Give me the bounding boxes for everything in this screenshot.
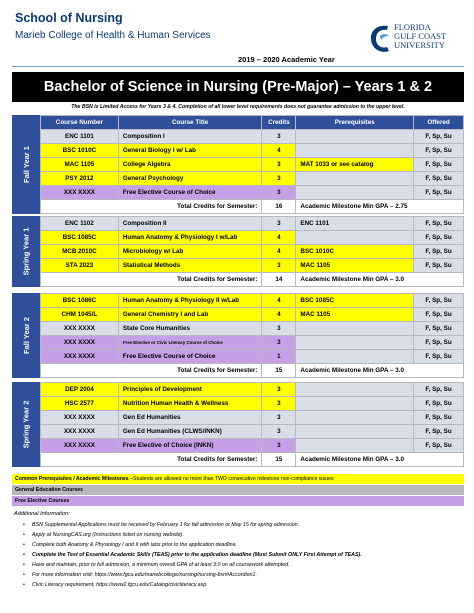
column-header: Course Number bbox=[41, 116, 118, 129]
table-row bbox=[41, 308, 463, 321]
column-header: Credits bbox=[262, 116, 295, 129]
course-credits: 4 bbox=[262, 231, 295, 244]
total-credits: 16 bbox=[262, 200, 295, 213]
course-credits: 4 bbox=[262, 245, 295, 258]
course-credits: 4 bbox=[262, 294, 295, 307]
table-row bbox=[41, 397, 463, 410]
semester-total-row bbox=[41, 200, 463, 213]
course-title: Free Elective Course of Choice bbox=[119, 350, 262, 363]
course-offered: F, Sp, Su bbox=[414, 336, 463, 349]
course-prerequisites bbox=[296, 322, 413, 335]
semester-total-row bbox=[41, 453, 463, 466]
course-offered: F, Sp, Su bbox=[414, 217, 463, 230]
course-prerequisites bbox=[296, 186, 413, 199]
table-row bbox=[41, 383, 463, 396]
course-credits: 4 bbox=[262, 308, 295, 321]
course-title: Nutrition Human Health & Wellness bbox=[119, 397, 262, 410]
semester-total-row bbox=[41, 273, 463, 286]
course-number: HSC 2577 bbox=[41, 397, 118, 410]
course-offered: F, Sp, Su bbox=[414, 397, 463, 410]
table-row bbox=[41, 425, 463, 438]
course-number: DEP 2004 bbox=[41, 383, 118, 396]
course-credits: 1 bbox=[262, 350, 295, 363]
course-offered: F, Sp, Su bbox=[414, 245, 463, 258]
course-title: Free Elective or Civic Literacy Course of Choice bbox=[119, 336, 262, 349]
course-prerequisites bbox=[296, 383, 413, 396]
info-item: • BSN Supplemental Applications must be received by February 1 for fall admission or May 15 for spring admission. bbox=[14, 520, 464, 530]
course-prerequisites: BSC 1010C bbox=[296, 245, 413, 258]
course-offered: F, Sp, Su bbox=[414, 186, 463, 199]
course-title: Human Anatomy & Physiology II w/Lab bbox=[119, 294, 262, 307]
course-title: Composition I bbox=[119, 130, 262, 143]
course-offered: F, Sp, Su bbox=[414, 322, 463, 335]
info-item: • Have and maintain, prior to full admission, a minimum overall GPA of at least 3.0 on all coursework attempted. bbox=[14, 560, 464, 570]
course-title: General Chemistry I and Lab bbox=[119, 308, 262, 321]
total-label: Total Credits for Semester: bbox=[41, 453, 261, 466]
page-header bbox=[10, 6, 466, 68]
page-title: Bachelor of Science in Nursing (Pre-Major) – Years 1 & 2 bbox=[12, 72, 464, 102]
semester-label: Fall Year 1 bbox=[12, 115, 40, 214]
logo-wordmark: FLORIDA GULF COAST UNIVERSITY bbox=[394, 22, 447, 50]
course-title: General Biology I w/ Lab bbox=[119, 144, 262, 157]
total-credits: 15 bbox=[262, 453, 295, 466]
course-prerequisites bbox=[296, 336, 413, 349]
table-row bbox=[41, 144, 463, 157]
info-item: • Complete both Anatomy & Physiology I and II with labs prior to the application deadline. bbox=[14, 540, 464, 550]
school-name: School of Nursing bbox=[15, 11, 123, 25]
course-prerequisites bbox=[296, 130, 413, 143]
total-credits: 14 bbox=[262, 273, 295, 286]
info-item: • For more information visit: https://www.fgcu.edu/mariebcollege/nursing/nursing-bsn#Accordion1. bbox=[14, 570, 464, 580]
table-row bbox=[41, 158, 463, 171]
academic-year: 2019 – 2020 Academic Year bbox=[238, 55, 335, 64]
legend-free-elective: Free Elective Courses bbox=[12, 496, 464, 506]
course-prerequisites: ENC 1101 bbox=[296, 217, 413, 230]
info-item: • Apply at NursingCAS.org (Instructions listed on nursing website). bbox=[14, 530, 464, 540]
course-prerequisites bbox=[296, 411, 413, 424]
course-title: Gen Ed Humanities bbox=[119, 411, 262, 424]
info-title: Additional Information: bbox=[14, 511, 70, 517]
course-credits: 3 bbox=[262, 411, 295, 424]
column-header: Prerequisites bbox=[296, 116, 413, 129]
course-offered: F, Sp, Su bbox=[414, 231, 463, 244]
course-prerequisites bbox=[296, 172, 413, 185]
course-number: XXX XXXX bbox=[41, 411, 118, 424]
column-header: Course Title bbox=[119, 116, 262, 129]
info-list bbox=[14, 520, 464, 590]
course-credits: 3 bbox=[262, 425, 295, 438]
course-offered: F, Sp, Su bbox=[414, 350, 463, 363]
table-row bbox=[41, 217, 463, 230]
course-number: BSC 1085C bbox=[41, 231, 118, 244]
limited-access-note: The BSN is Limited Access for Years 3 & 4. Completion of all lower level requirements does not guarantee admission to the upper level. bbox=[71, 104, 405, 110]
course-title: Free Elective Course of Choice bbox=[119, 186, 262, 199]
course-title: Composition II bbox=[119, 217, 262, 230]
table-row bbox=[41, 411, 463, 424]
course-credits: 3 bbox=[262, 130, 295, 143]
table-row bbox=[41, 172, 463, 185]
course-number: BSC 1010C bbox=[41, 144, 118, 157]
course-title: Free Elective of Choice (INKN) bbox=[119, 439, 262, 452]
course-prerequisites: MAT 1033 or see catalog bbox=[296, 158, 413, 171]
table-header-row bbox=[41, 116, 463, 129]
course-table bbox=[40, 216, 464, 287]
academic-milestone: Academic Milestone Min GPA – 3.0 bbox=[296, 273, 463, 286]
course-prerequisites bbox=[296, 439, 413, 452]
course-credits: 3 bbox=[262, 217, 295, 230]
course-credits: 3 bbox=[262, 322, 295, 335]
course-table bbox=[40, 382, 464, 467]
course-offered: F, Sp, Su bbox=[414, 425, 463, 438]
legend-prerequisites: Common Prerequisites / Academic Milestones – Students are allowed no more than TWO consecutive milestone non-compliance issues bbox=[12, 474, 464, 484]
table-row bbox=[41, 336, 463, 349]
course-title: General Psychology bbox=[119, 172, 262, 185]
course-offered: F, Sp, Su bbox=[414, 439, 463, 452]
semester-block bbox=[12, 115, 464, 214]
course-table bbox=[40, 115, 464, 214]
course-offered: F, Sp, Su bbox=[414, 130, 463, 143]
course-number: XXX XXXX bbox=[41, 336, 118, 349]
course-credits: 3 bbox=[262, 172, 295, 185]
college-name: Marieb College of Health & Human Services bbox=[15, 30, 211, 41]
course-number: XXX XXXX bbox=[41, 350, 118, 363]
course-number: PSY 2012 bbox=[41, 172, 118, 185]
course-prerequisites bbox=[296, 144, 413, 157]
course-title: Principles of Development bbox=[119, 383, 262, 396]
course-title: Microbiology w/ Lab bbox=[119, 245, 262, 258]
semester-total-row bbox=[41, 364, 463, 377]
university-logo bbox=[368, 22, 468, 60]
academic-milestone: Academic Milestone Min GPA – 3.0 bbox=[296, 453, 463, 466]
course-offered: F, Sp, Su bbox=[414, 294, 463, 307]
course-number: XXX XXXX bbox=[41, 186, 118, 199]
semester-label: Spring Year 2 bbox=[12, 382, 40, 467]
course-offered: F, Sp, Su bbox=[414, 383, 463, 396]
table-row bbox=[41, 245, 463, 258]
course-number: XXX XXXX bbox=[41, 322, 118, 335]
table-row bbox=[41, 130, 463, 143]
course-credits: 3 bbox=[262, 336, 295, 349]
course-title: State Core Humanities bbox=[119, 322, 262, 335]
column-header: Offered bbox=[414, 116, 463, 129]
table-row bbox=[41, 322, 463, 335]
info-item: • Civic Literacy requirement, https://www2.fgcu.edu/Catalog/civicliteracy.asp. bbox=[14, 580, 464, 590]
table-row bbox=[41, 350, 463, 363]
additional-information bbox=[14, 511, 464, 590]
semester-label: Spring Year 1 bbox=[12, 216, 40, 287]
total-label: Total Credits for Semester: bbox=[41, 364, 261, 377]
course-prerequisites: BSC 1085C bbox=[296, 294, 413, 307]
info-item: • Complete the Test of Essential Academic Skills (TEAS) prior to the application deadline (Must Submit ONLY First Attempt of TEAS). bbox=[14, 550, 464, 560]
total-credits: 15 bbox=[262, 364, 295, 377]
course-credits: 3 bbox=[262, 259, 295, 272]
course-credits: 3 bbox=[262, 439, 295, 452]
semester-block bbox=[12, 382, 464, 467]
academic-milestone: Academic Milestone Min GPA – 3.0 bbox=[296, 364, 463, 377]
course-offered: F, Sp, Su bbox=[414, 411, 463, 424]
course-number: XXX XXXX bbox=[41, 439, 118, 452]
course-number: CHM 1045/L bbox=[41, 308, 118, 321]
course-number: ENC 1101 bbox=[41, 130, 118, 143]
course-table bbox=[40, 293, 464, 378]
course-prerequisites bbox=[296, 425, 413, 438]
course-title: Gen Ed Humanities (CLWS/INKN) bbox=[119, 425, 262, 438]
course-credits: 3 bbox=[262, 186, 295, 199]
course-offered: F, Sp, Su bbox=[414, 308, 463, 321]
legend-gen-ed: General Education Courses bbox=[12, 485, 464, 495]
course-prerequisites bbox=[296, 397, 413, 410]
semester-label: Fall Year 2 bbox=[12, 293, 40, 378]
fgcu-emblem-icon bbox=[368, 22, 392, 56]
total-label: Total Credits for Semester: bbox=[41, 200, 261, 213]
table-row bbox=[41, 294, 463, 307]
course-offered: F, Sp, Su bbox=[414, 172, 463, 185]
course-offered: F, Sp, Su bbox=[414, 144, 463, 157]
course-number: ENC 1102 bbox=[41, 217, 118, 230]
table-row bbox=[41, 231, 463, 244]
table-row bbox=[41, 186, 463, 199]
course-offered: F, Sp, Su bbox=[414, 259, 463, 272]
total-label: Total Credits for Semester: bbox=[41, 273, 261, 286]
course-prerequisites: MAC 1105 bbox=[296, 308, 413, 321]
course-credits: 3 bbox=[262, 397, 295, 410]
course-title: Human Anatomy & Physiology I w/Lab bbox=[119, 231, 262, 244]
semester-block bbox=[12, 293, 464, 378]
course-number: XXX XXXX bbox=[41, 425, 118, 438]
semester-block bbox=[12, 216, 464, 287]
course-prerequisites: MAC 1105 bbox=[296, 259, 413, 272]
course-offered: F, Sp, Su bbox=[414, 158, 463, 171]
course-title: Statistical Methods bbox=[119, 259, 262, 272]
course-number: BSC 1086C bbox=[41, 294, 118, 307]
course-prerequisites bbox=[296, 231, 413, 244]
course-credits: 3 bbox=[262, 158, 295, 171]
course-credits: 3 bbox=[262, 383, 295, 396]
course-prerequisites bbox=[296, 350, 413, 363]
course-number: MCB 2010C bbox=[41, 245, 118, 258]
course-credits: 4 bbox=[262, 144, 295, 157]
table-row bbox=[41, 259, 463, 272]
header-divider bbox=[12, 66, 464, 67]
legend bbox=[12, 474, 464, 507]
course-number: STA 2023 bbox=[41, 259, 118, 272]
course-title: College Algebra bbox=[119, 158, 262, 171]
table-row bbox=[41, 439, 463, 452]
academic-milestone: Academic Milestone Min GPA – 2.75 bbox=[296, 200, 463, 213]
course-number: MAC 1105 bbox=[41, 158, 118, 171]
